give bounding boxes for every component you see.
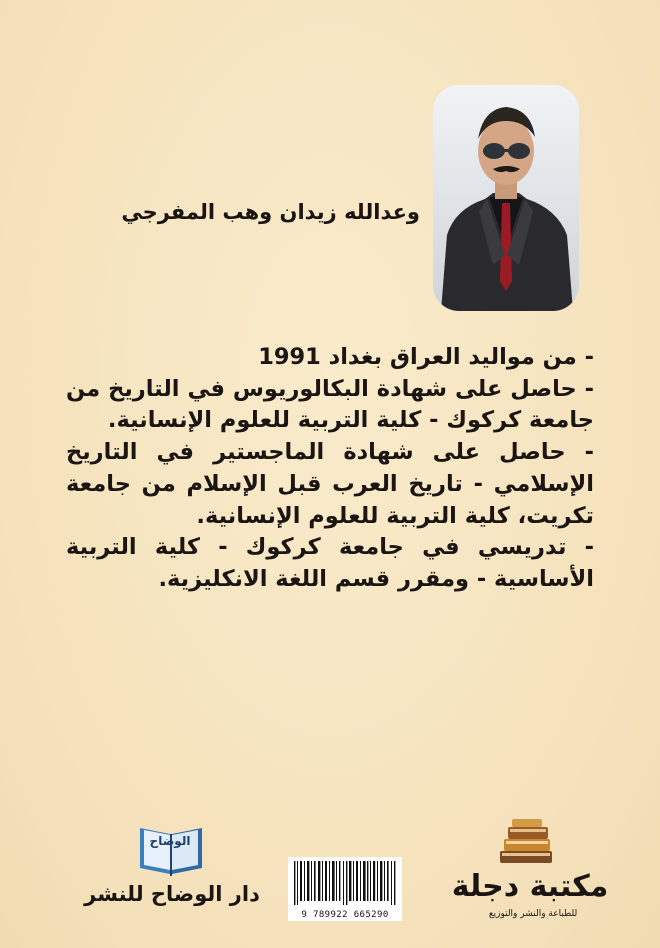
dijla-library-tagline: للطباعة والنشر والتوزيع bbox=[488, 909, 578, 919]
al-waddah-publisher bbox=[72, 818, 272, 918]
al-waddah-publisher-name: دار الوضاح للنشر bbox=[84, 882, 260, 906]
author-name: وعدالله زيدان وهب المفرجي bbox=[121, 200, 420, 224]
stacked-books-icon bbox=[496, 817, 556, 869]
open-book-logo-icon bbox=[136, 820, 206, 878]
barcode-bars bbox=[288, 857, 402, 907]
dijla-library-name: مكتبة دجلة bbox=[451, 869, 609, 904]
bio-paragraph: - من مواليد العراق بغداد 1991 bbox=[258, 344, 594, 370]
bio-paragraph: - حاصل على شهادة البكالوريوس في التاريخ من جامعة كركوك - كلية التربية للعلوم الإنسانية. bbox=[66, 375, 594, 434]
author-bio bbox=[66, 342, 594, 596]
dijla-library-publisher bbox=[430, 815, 630, 925]
al-waddah-logo-label: الوضاح bbox=[149, 834, 191, 848]
bio-paragraph: - حاصل على شهادة الماجستير في التاريخ الإسلامي - تاريخ العرب قبل الإسلام من جامعة تكريت، كلية التربية للعلوم الإنسانية. bbox=[66, 439, 594, 529]
bio-paragraph: - تدريسي في جامعة كركوك - كلية التربية الأساسية - ومقرر قسم اللغة الانكليزية. bbox=[66, 534, 594, 592]
author-photo bbox=[433, 85, 579, 311]
isbn-barcode bbox=[288, 857, 402, 921]
author-portrait-illustration bbox=[433, 85, 579, 311]
isbn-number: 9 789922 665290 bbox=[301, 910, 389, 920]
